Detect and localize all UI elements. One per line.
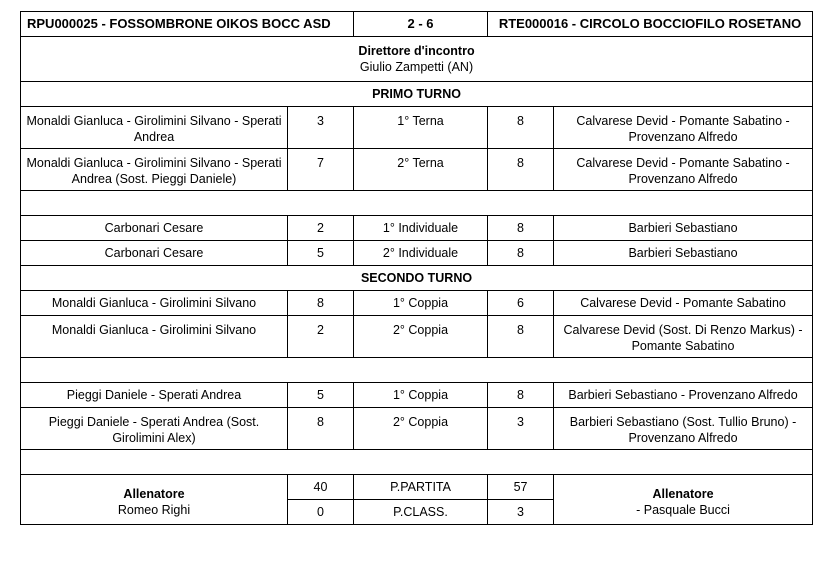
spacer-row bbox=[21, 191, 813, 216]
match-label: 1° Coppia bbox=[354, 291, 488, 316]
away-players: Calvarese Devid - Pomante Sabatino - Provenzano Alfredo bbox=[554, 107, 813, 149]
away-players: Calvarese Devid - Pomante Sabatino bbox=[554, 291, 813, 316]
away-team-name: RTE000016 - CIRCOLO BOCCIOFILO ROSETANO bbox=[488, 12, 813, 37]
home-score: 5 bbox=[288, 241, 354, 266]
match-label: 2° Terna bbox=[354, 149, 488, 191]
home-score: 5 bbox=[288, 383, 354, 408]
director-title: Direttore d'incontro bbox=[358, 44, 475, 58]
director-row bbox=[21, 37, 813, 82]
match-row bbox=[21, 216, 813, 241]
section-title-secondo: SECONDO TURNO bbox=[21, 266, 813, 291]
match-label: 2° Coppia bbox=[354, 316, 488, 358]
home-coach-name: Romeo Righi bbox=[117, 502, 191, 517]
home-score: 3 bbox=[288, 107, 354, 149]
match-score: 2 - 6 bbox=[354, 12, 488, 37]
section-row bbox=[21, 266, 813, 291]
partita-label: P.PARTITA bbox=[354, 475, 488, 500]
home-players: Monaldi Gianluca - Girolimini Silvano - Sperati Andrea bbox=[21, 107, 288, 149]
away-score: 8 bbox=[488, 149, 554, 191]
match-row bbox=[21, 316, 813, 358]
class-label: P.CLASS. bbox=[354, 500, 488, 525]
home-players: Pieggi Daniele - Sperati Andrea bbox=[21, 383, 288, 408]
away-players: Barbieri Sebastiano - Provenzano Alfredo bbox=[554, 383, 813, 408]
footer-row-partita bbox=[21, 475, 813, 500]
away-players: Barbieri Sebastiano (Sost. Tullio Bruno) - Provenzano Alfredo bbox=[554, 408, 813, 450]
spacer-cell bbox=[21, 450, 813, 475]
home-partita-points: 40 bbox=[288, 475, 354, 500]
match-label: 2° Coppia bbox=[354, 408, 488, 450]
match-row bbox=[21, 383, 813, 408]
match-label: 1° Individuale bbox=[354, 216, 488, 241]
home-players: Monaldi Gianluca - Girolimini Silvano bbox=[21, 291, 288, 316]
match-report bbox=[20, 11, 812, 561]
director-cell bbox=[21, 37, 813, 82]
away-score: 8 bbox=[488, 383, 554, 408]
match-label: 2° Individuale bbox=[354, 241, 488, 266]
away-players: Calvarese Devid - Pomante Sabatino - Provenzano Alfredo bbox=[554, 149, 813, 191]
match-table bbox=[20, 11, 813, 525]
away-players: Barbieri Sebastiano bbox=[554, 241, 813, 266]
home-players: Pieggi Daniele - Sperati Andrea (Sost. Girolimini Alex) bbox=[21, 408, 288, 450]
home-score: 2 bbox=[288, 316, 354, 358]
match-row bbox=[21, 149, 813, 191]
home-players: Monaldi Gianluca - Girolimini Silvano - Sperati Andrea (Sost. Pieggi Daniele) bbox=[21, 149, 288, 191]
home-score: 7 bbox=[288, 149, 354, 191]
match-label: 1° Terna bbox=[354, 107, 488, 149]
away-score: 8 bbox=[488, 216, 554, 241]
spacer-row bbox=[21, 358, 813, 383]
spacer-row bbox=[21, 450, 813, 475]
header-row bbox=[21, 12, 813, 37]
away-class-points: 3 bbox=[488, 500, 554, 525]
home-coach-label: Allenatore bbox=[123, 486, 185, 501]
section-title-primo: PRIMO TURNO bbox=[21, 82, 813, 107]
home-score: 2 bbox=[288, 216, 354, 241]
home-players: Carbonari Cesare bbox=[21, 216, 288, 241]
away-score: 8 bbox=[488, 316, 554, 358]
match-row bbox=[21, 241, 813, 266]
match-row bbox=[21, 408, 813, 450]
spacer-cell bbox=[21, 191, 813, 216]
away-players: Barbieri Sebastiano bbox=[554, 216, 813, 241]
away-coach-cell bbox=[554, 475, 813, 525]
home-class-points: 0 bbox=[288, 500, 354, 525]
away-coach-label: Allenatore bbox=[652, 486, 714, 501]
away-score: 8 bbox=[488, 107, 554, 149]
section-row bbox=[21, 82, 813, 107]
match-row bbox=[21, 291, 813, 316]
match-row bbox=[21, 107, 813, 149]
away-coach-name: - Pasquale Bucci bbox=[636, 502, 730, 517]
home-score: 8 bbox=[288, 408, 354, 450]
away-score: 6 bbox=[488, 291, 554, 316]
home-score: 8 bbox=[288, 291, 354, 316]
director-name: Giulio Zampetti (AN) bbox=[359, 60, 474, 74]
away-score: 8 bbox=[488, 241, 554, 266]
match-label: 1° Coppia bbox=[354, 383, 488, 408]
away-players: Calvarese Devid (Sost. Di Renzo Markus) - Pomante Sabatino bbox=[554, 316, 813, 358]
home-players: Carbonari Cesare bbox=[21, 241, 288, 266]
home-coach-cell bbox=[21, 475, 288, 525]
home-team-name: RPU000025 - FOSSOMBRONE OIKOS BOCC ASD bbox=[21, 12, 354, 37]
spacer-cell bbox=[21, 358, 813, 383]
home-players: Monaldi Gianluca - Girolimini Silvano bbox=[21, 316, 288, 358]
away-score: 3 bbox=[488, 408, 554, 450]
away-partita-points: 57 bbox=[488, 475, 554, 500]
